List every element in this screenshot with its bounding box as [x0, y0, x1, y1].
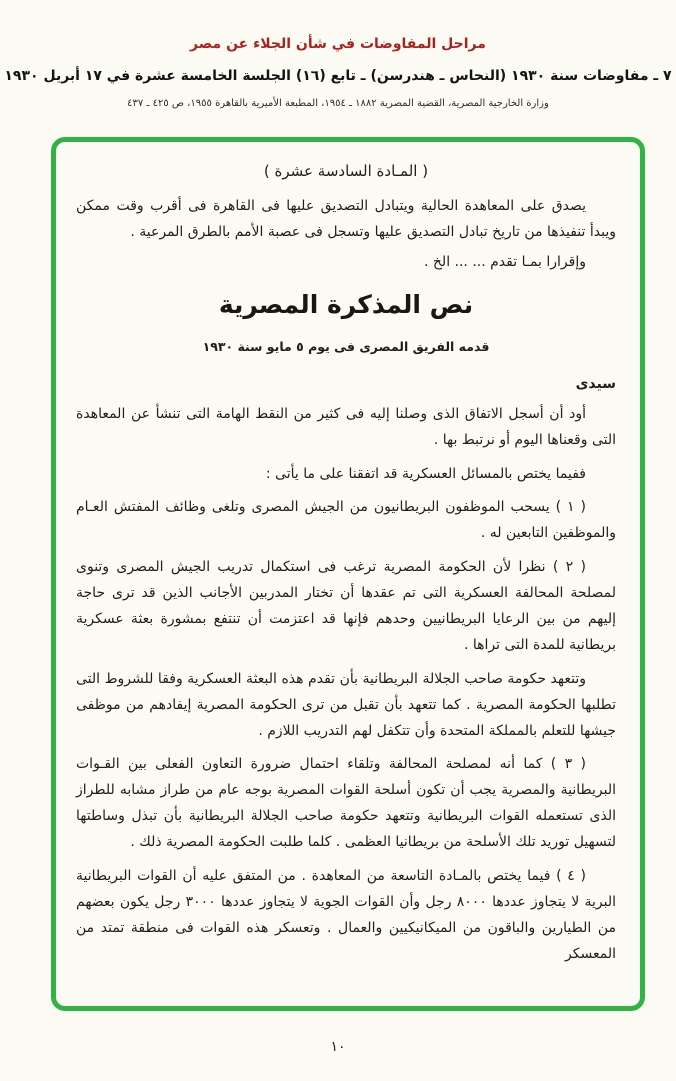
green-annotation-box: [51, 137, 645, 1011]
memo-item-2: ( ٢ ) نظرا لأن الحكومة المصرية ترغب فى استكمال تدريب الجيش المصرى وتنوى لمصلحة المحالفة العسكرية التى تم عقدها أن تختار المدربين الأجانب الذين قد ترى حاجة إليهم من بين الرعايا البريطانيين وحدهم فإنها قد اعتزمت أن تنتفع بمشورة بعثة عسكرية بريطانية للمدة التى تراها .: [76, 559, 616, 653]
memo-salutation: سيدى: [575, 375, 616, 392]
document-session-subtitle: ٧ ـ مفاوضات سنة ١٩٣٠ (النحاس ـ هندرسن) ـ تابع (١٦) الجلسة الخامسة عشرة في ١٧ أبريل ١٩٣٠: [4, 68, 672, 84]
source-citation: وزارة الخارجية المصرية، القضية المصرية ١٨٨٢ ـ ١٩٥٤، المطبعة الأميرية بالقاهرة ١٩٥٥، ص ٤٢٥ ـ ٤٣٧: [127, 98, 549, 109]
memo-title: نص المذكرة المصرية: [218, 289, 474, 319]
memo-item-4: ( ٤ ) فيما يختص بالمـادة التاسعة من المعاهدة . من المتفق عليه أن القوات البريطانية البرية لا يتجاوز عددها ٨٠٠٠ رجل وأن القوات الجوية لا يتجاوز عددها ٣٠٠٠ رجل يكون بعضهم من الطيارين والباقون من الميكانيكيين والعمال . وتعسكر هذه القوات فى منطقة تمتد من المعسكر: [76, 868, 616, 962]
memo-presented-line: قدمه الفريق المصرى فى يوم ٥ مايو سنة ١٩٣٠: [202, 338, 490, 354]
memo-item-1: ( ١ ) يسحب الموظفون البريطانيون من الجيش المصرى وتلغى وظائف المفتش العـام والموظفين التابعين له .: [76, 499, 616, 542]
memo-military-intro: ففيما يختص بالمسائل العسكرية قد اتفقنا على ما يأتى :: [265, 465, 586, 482]
memo-item-3: ( ٣ ) كما أنه لمصلحة المحالفة وتلقاء احتمال ضرورة التعاون الفعلى بين القـوات البريطانية والمصرية يجب أن تكون أسلحة القوات المصرية بوجه عام من طراز مشابه للطراز الذى تستعمله القوات البريطانية وتتعهد حكومة صاحب الجلالة البريطانية بأن تبذل وساطتها لتسهيل توريد تلك الأسلحة من بريطانيا العظمى . كلما طلبت الحكومة المصرية ذلك .: [76, 756, 616, 851]
article-closing-line: وإقرارا بمـا تقدم ... ... الخ .: [423, 253, 586, 270]
document-header: [0, 0, 676, 109]
document-series-title: مراحل المفاوضات في شأن الجلاء عن مصر: [190, 36, 486, 52]
page-number: ١٠: [330, 1039, 346, 1055]
memo-item-2-continuation: وتتعهد حكومة صاحب الجلالة البريطانية بأن تقدم هذه البعثة العسكرية وفقا للشروط التى تطلبها الحكومة المصرية . كما تتعهد بأن تقبل من ترى الحكومة المصرية إيفادهم من موظفى جيشها للتعلم بالمملكة المتحدة وأن تتكفل لهم التدريب اللازم .: [76, 670, 616, 739]
article-sixteen-heading: ( المـادة السادسة عشرة ): [263, 162, 429, 180]
article-paragraph-ratification: يصدق على المعاهدة الحالية ويتبادل التصديق عليها فى القاهرة فى أقرب وقت ممكن ويبدأ تنفيذها من تاريخ تبادل التصديق عليها وتسجل فى عصبة الأمم بالطرق المرعية .: [76, 198, 616, 240]
memo-intro-paragraph: أود أن أسجل الاتفاق الذى وصلنا إليه فى كثير من النقط الهامة التى تنشأ عن المعاهدة التى وقعناها اليوم أو نرتبط بها .: [76, 405, 616, 448]
